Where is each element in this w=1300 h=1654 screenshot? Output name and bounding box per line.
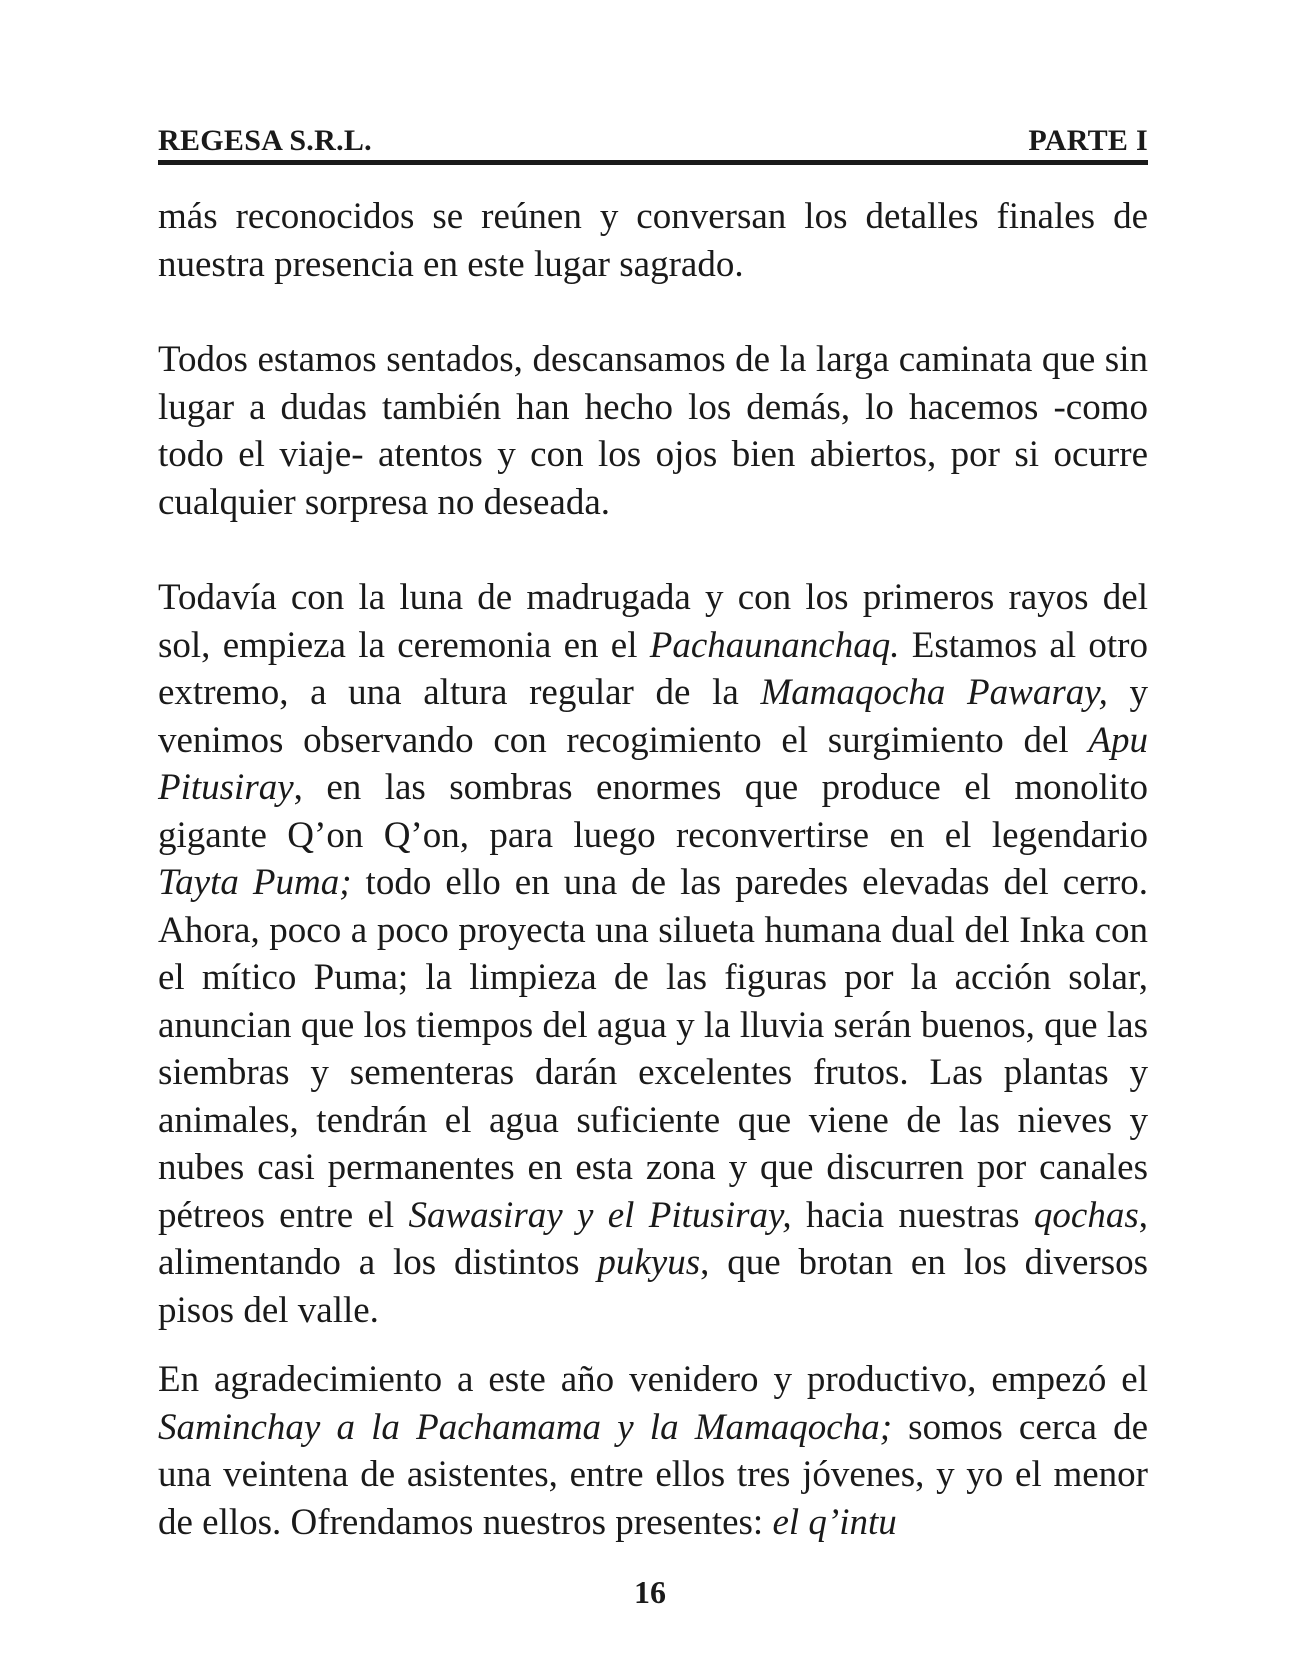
page-content — [158, 118, 1148, 1546]
text-run: más reconocidos se reúnen y conversan los detalles finales de nuestra presencia en este lugar sagrado. — [158, 196, 1148, 285]
text-run: hacia nuestras — [791, 1194, 1034, 1236]
text-run: En agradecimiento a este año venidero y productivo, empezó el — [158, 1359, 1148, 1400]
text-run: todo ello en una de las paredes elevadas del cerro. Ahora, poco a poco proyecta una silueta humana dual del Inka con el mítico Puma; la limpieza de las figuras por la acción solar, anuncian que los tiempos del agua y la lluvia serán buenos, que las siembras y sementeras darán excelentes frutos. Las plantas y animales, tendrán el agua suficiente que viene de las nieves y nubes casi permanentes en esta zona y que discurren por canales pétreos entre el — [158, 862, 1148, 1236]
text-run: Todavía con la luna de madrugada y con los primeros rayos del sol, empieza la ceremonia en el — [158, 577, 1148, 666]
italic-term: el q’intu — [772, 1501, 897, 1543]
text-run: y venimos observando con recogimiento el surgimiento del — [158, 672, 1149, 761]
header-part: PARTE I — [1028, 124, 1148, 157]
body-text — [158, 193, 1148, 1546]
page-number: 16 — [634, 1574, 666, 1610]
text-run: Todos estamos sentados, descansamos de la larga caminata que sin lugar a dudas también han hecho los demás, lo hacemos -como todo el viaje- atentos y con los ojos bien abiertos, por si ocurre cualquier sorpresa no deseada. — [158, 339, 1148, 523]
text-run: , en las sombras enormes que produce el monolito gigante Q’on Q’on, para luego reconvertirse en el legendario — [158, 767, 1148, 856]
paragraph-4 — [158, 1356, 1148, 1546]
text-run: , alimentando a los distintos — [158, 1194, 1148, 1283]
running-header — [158, 118, 1148, 158]
italic-term: Mamaqocha Pawaray, — [760, 672, 1108, 713]
paragraph-2 — [158, 336, 1148, 526]
paragraph-3 — [158, 574, 1148, 1334]
italic-term: Pachaunanchaq. — [649, 624, 900, 666]
italic-term: Apu Pitusiray — [158, 719, 1148, 808]
italic-term: Saminchay a la Pachamama y la Mamaqocha; — [158, 1406, 893, 1448]
header-rule — [158, 160, 1148, 165]
paragraph-1 — [158, 193, 1148, 288]
text-run: somos cerca de una veintena de asistentes, entre ellos tres jóvenes, y yo el menor de ellos. Ofrendamos nuestros presentes: — [158, 1406, 1148, 1543]
italic-term: pukyus — [597, 1242, 701, 1283]
text-run: Estamos al otro extremo, a una altura regular de la — [158, 624, 1148, 713]
italic-term: qochas — [1033, 1194, 1139, 1236]
italic-term: Tayta Puma; — [158, 862, 352, 903]
text-run: , que brotan en los diversos pisos del valle. — [158, 1242, 1149, 1331]
header-publisher: REGESA S.R.L. — [158, 124, 372, 157]
italic-term: Sawasiray y el Pitusiray, — [408, 1194, 792, 1236]
